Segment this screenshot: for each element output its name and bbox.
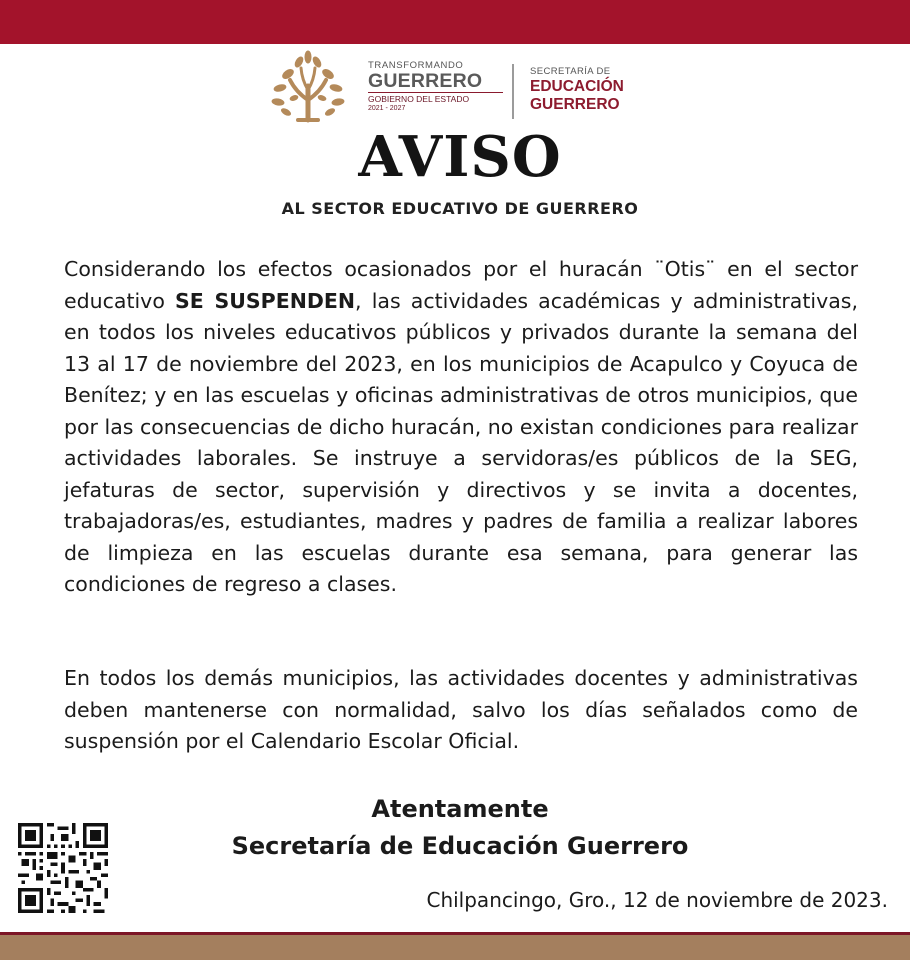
notice-paragraph-1 (64, 254, 858, 601)
top-color-band (0, 0, 910, 44)
bottom-color-band (0, 932, 910, 960)
paragraph-1-intro: Considerando los efectos ocasionados por el huracán ¨Otis¨ en el sector educativo (64, 257, 858, 313)
notice-paragraph-2: En todos los demás municipios, las actividades docentes y administrativas deben mantenerse con normalidad, salvo los días señalados como de suspensión por el Calendario Escolar Oficial. (64, 666, 858, 753)
signing-entity: Secretaría de Educación Guerrero (231, 832, 689, 860)
logo-divider (512, 64, 514, 119)
paragraph-1-emphasis: SE SUSPENDEN (174, 288, 356, 313)
notice-title: AVISO (358, 124, 562, 190)
secretaria-logo-line3: GUERRERO (530, 96, 620, 113)
secretaria-logo (530, 66, 660, 114)
gobierno-logo-line2: GUERRERO (368, 70, 483, 92)
tree-emblem-icon (268, 50, 352, 124)
secretaria-logo-line2: EDUCACIÓN (530, 78, 624, 95)
place-and-date: Chilpancingo, Gro., 12 de noviembre de 2023. (426, 888, 888, 912)
closing-salutation: Atentamente (371, 795, 549, 823)
gobierno-logo-line1: TRANSFORMANDO (368, 60, 464, 71)
gobierno-logo (368, 60, 503, 113)
gobierno-logo-line4: 2021 - 2027 (368, 105, 406, 112)
paragraph-1-rest: , las actividades académicas y administrativas, en todos los niveles educativos públicos y privados durante la semana del 13 al 17 de noviembre del 2023, en los municipios de Acapulco y Coyuca de Benítez; y en las escuelas y oficinas administrativas de otros municipios, que por las consecuencias de dicho huracán, no existan condiciones para realizar actividades laborales. Se instruye a servidoras/es públicos de la SEG, jefaturas de sector, supervisión y directivos y se invita a docentes, trabajadoras/es, estudiantes, madres y padres de familia a realizar labores de limpieza en las escuelas durante esa semana, para generar las condiciones de regreso a clases. (64, 288, 858, 596)
header-logos (268, 48, 648, 128)
gobierno-logo-line3: GOBIERNO DEL ESTADO (368, 92, 503, 104)
secretaria-logo-line1: SECRETARÍA DE (530, 66, 611, 77)
notice-subtitle: AL SECTOR EDUCATIVO DE GUERRERO (281, 199, 639, 218)
